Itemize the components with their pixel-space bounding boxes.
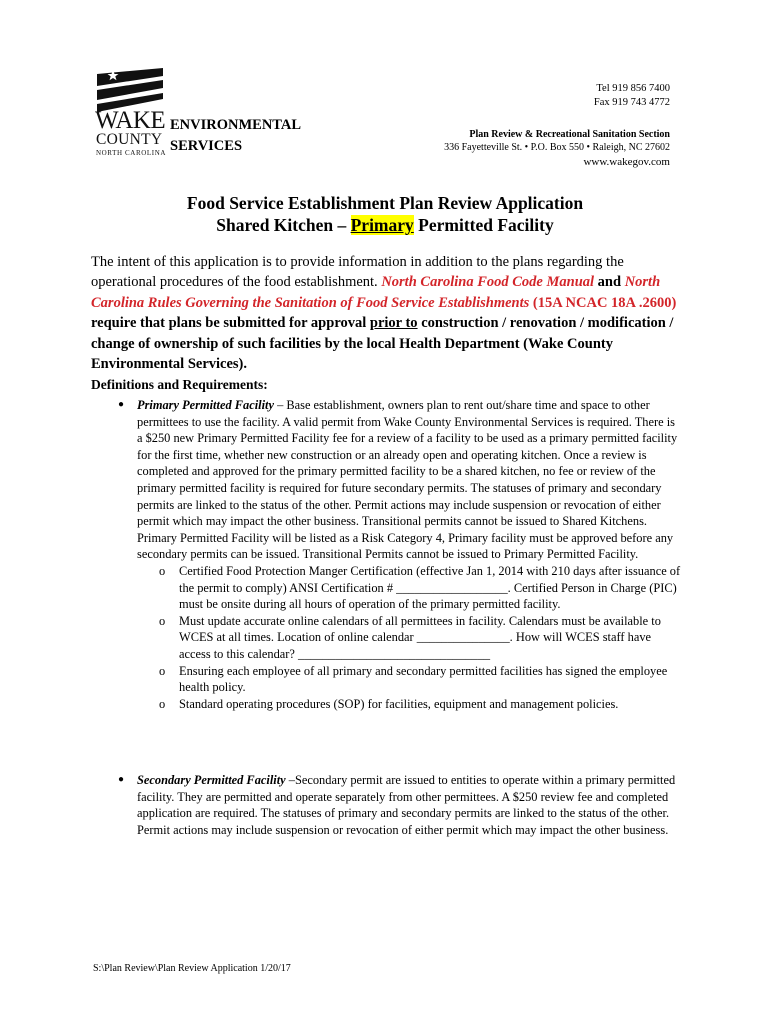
subtitle-part-b: Permitted Facility bbox=[413, 215, 554, 235]
intro-prior-to: prior to bbox=[369, 315, 418, 332]
primary-term: Primary Permitted Facility bbox=[137, 398, 274, 412]
sublist-item bbox=[159, 696, 682, 713]
intro-text-2: and bbox=[594, 274, 625, 291]
intro-paragraph bbox=[91, 252, 691, 374]
section-title: Plan Review & Recreational Sanitation Section bbox=[469, 129, 670, 140]
circle-bullet-icon: o bbox=[159, 563, 166, 578]
intro-text-4: construction / renovation / modification / change of ownership of such facilities by the local Health Department (Wake County Environmental Services). bbox=[91, 315, 674, 373]
secondary-term: Secondary Permitted Facility bbox=[137, 773, 286, 787]
subtitle-highlight: Primary bbox=[350, 215, 414, 235]
secondary-facility-item bbox=[118, 772, 682, 838]
food-code-reference: North Carolina Food Code Manual bbox=[381, 274, 595, 291]
section-info bbox=[444, 128, 670, 169]
department-line1: ENVIRONMENTAL bbox=[170, 117, 302, 133]
subtitle-part-a: Shared Kitchen – bbox=[216, 215, 351, 235]
circle-bullet-icon: o bbox=[159, 613, 166, 628]
circle-bullet-icon: o bbox=[159, 663, 166, 678]
definitions-heading: Definitions and Requirements: bbox=[91, 377, 268, 392]
logo-state-text: NORTH CAROLINA bbox=[96, 149, 167, 157]
rules-reference: North Carolina Rules Governing the Sanitation of Food Service Establishments bbox=[91, 274, 661, 311]
intro-text-3: require that plans be submitted for approval bbox=[91, 315, 370, 332]
bullet-icon: ● bbox=[118, 399, 125, 410]
department-line2: SERVICES bbox=[170, 138, 243, 154]
sublist-item-text: Ensuring each employee of all primary and secondary permitted facilities has signed the employee health policy. bbox=[179, 663, 668, 695]
fax-number: Fax 919 743 4772 bbox=[593, 97, 670, 108]
secondary-text: –Secondary permit are issued to entities to operate within a primary permitted facility. They are permitted and operate separately from other permittees. A $250 review fee and completed application are required. The statuses of primary and secondary permits are linked to the status of the other. Permit actions may include suspension or revocation of either permit which may impact the other business. bbox=[137, 773, 676, 837]
sublist-item bbox=[159, 613, 682, 663]
primary-sublist bbox=[159, 563, 682, 712]
sublist-item-text: Must update accurate online calendars of all permittees in facility. Calendars must be available to WCES at all times. Location of online calendar _______________. How will WCES staff have access to this calendar? _______________________________ bbox=[179, 613, 661, 661]
ncac-reference: (15A NCAC 18A .2600) bbox=[529, 294, 677, 311]
contact-block bbox=[594, 82, 670, 110]
sublist-item bbox=[159, 663, 682, 696]
primary-facility-item bbox=[118, 397, 682, 712]
sublist-item-text: Certified Food Protection Manger Certification (effective Jan 1, 2014 with 210 days after issuance of the permit to comply) ANSI Certification # __________________. Certified Person in Charge (PIC) must be onsite during all hours of operation of the primary permitted facility. bbox=[179, 563, 681, 612]
circle-bullet-icon: o bbox=[159, 696, 166, 711]
logo-county-text: COUNTY bbox=[96, 131, 163, 148]
logo-wake-text: WAKE bbox=[95, 107, 166, 134]
wake-county-logo bbox=[93, 66, 165, 158]
sublist-item bbox=[159, 563, 682, 613]
website-link[interactable]: www.wakegov.com bbox=[583, 156, 670, 168]
section-address: 336 Fayetteville St. • P.O. Box 550 • Raleigh, NC 27602 bbox=[444, 142, 670, 153]
document-subtitle bbox=[0, 215, 770, 236]
primary-text: – Base establishment, owners plan to rent out/share time and space to other permittees to use the facility. A valid permit from Wake County Environmental Services is required. There is a $250 new Primary Permitted Facility fee for a review of a facility to be used as a primary permitted facility for the first time, whether new construction or an already open and operating kitchen. Once a review is completed and approved for the primary permitted facility to be a shared kitchen, no fee or review of the primary permitted facility is required for future secondary permits. The statuses of primary and secondary permits are linked to the status of the other. Permit actions may include suspension or revocation of either permit which may impact the other business. Transitional permits cannot be issued to Shared Kitchens. Primary Permitted Facility will be listed as a Risk Category 4, Primary facility must be approved before any secondary permits can be issued. Transitional Permits cannot be issued to Primary Permitted Facility. bbox=[137, 398, 678, 562]
footer-path: S:\Plan Review\Plan Review Application 1/20/17 bbox=[93, 963, 291, 974]
bullet-icon: ● bbox=[118, 774, 125, 785]
sublist-item-text: Standard operating procedures (SOP) for facilities, equipment and management policies. bbox=[179, 696, 619, 711]
intro-text-1: The intent of this application is to provide information in addition to the plans regarding the operational procedures of the food establishment. bbox=[91, 254, 624, 291]
tel-number: Tel 919 856 7400 bbox=[596, 83, 670, 94]
document-title: Food Service Establishment Plan Review Application bbox=[186, 193, 584, 213]
department-name bbox=[170, 115, 301, 157]
